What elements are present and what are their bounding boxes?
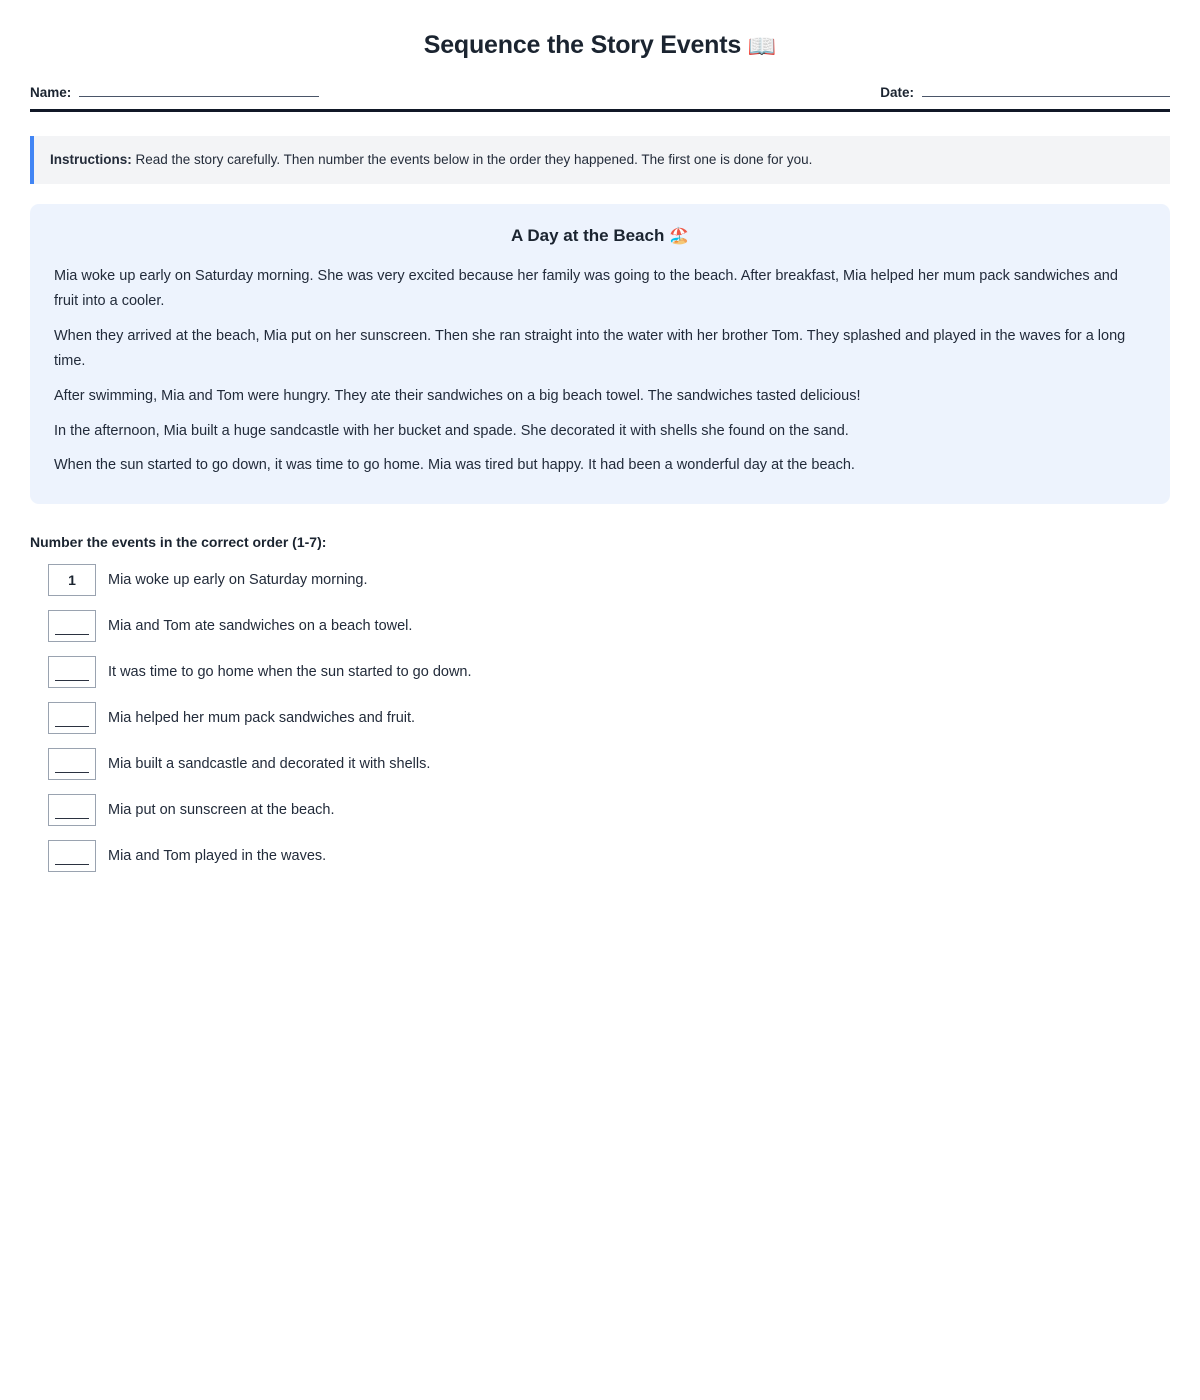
- list-item: [30, 748, 1170, 780]
- answer-box[interactable]: [48, 840, 96, 872]
- story-paragraph: When the sun started to go down, it was time to go home. Mia was tired but happy. It had been a wonderful day at the beach.: [54, 457, 855, 474]
- story-paragraph: After swimming, Mia and Tom were hungry. They ate their sandwiches on a big beach towel. The sandwiches tasted delicious!: [54, 387, 861, 404]
- answer-box[interactable]: [48, 748, 96, 780]
- story-paragraph: Mia woke up early on Saturday morning. She was very excited because her family was going to the beach. After breakfast, Mia helped her mum pack sandwiches and fruit into a cooler.: [54, 267, 1118, 309]
- list-item: [30, 564, 1170, 596]
- answer-box[interactable]: [48, 794, 96, 826]
- student-meta-row: [30, 83, 1170, 112]
- name-label: Name:: [30, 85, 72, 101]
- answer-box[interactable]: [48, 610, 96, 642]
- answers-prompt: Number the events in the correct order (1-7):: [30, 534, 327, 551]
- story-passage-box: [30, 204, 1170, 505]
- blank-rule: [55, 818, 89, 819]
- answer-box[interactable]: [48, 702, 96, 734]
- blank-rule: [55, 680, 89, 681]
- list-item: [30, 656, 1170, 688]
- page-title-text: Sequence the Story Events: [423, 31, 742, 59]
- blank-rule: [55, 726, 89, 727]
- instructions-label: Instructions:: [50, 152, 132, 168]
- list-item: [30, 794, 1170, 826]
- story-paragraph: When they arrived at the beach, Mia put on her sunscreen. Then she ran straight into the water with her brother Tom. They splashed and played in the waves for a long time.: [54, 327, 1126, 369]
- story-paragraph: In the afternoon, Mia built a huge sandcastle with her bucket and spade. She decorated it with shells she found on the sand.: [54, 422, 849, 439]
- answer-box[interactable]: [48, 656, 96, 688]
- date-input[interactable]: [922, 83, 1170, 97]
- events-list: [30, 564, 1170, 872]
- answer-box[interactable]: [48, 564, 96, 596]
- answer-value: 1: [68, 572, 76, 589]
- blank-rule: [55, 864, 89, 865]
- event-label: It was time to go home when the sun started to go down.: [108, 663, 472, 680]
- list-item: [30, 702, 1170, 734]
- event-label: Mia and Tom played in the waves.: [108, 847, 327, 864]
- blank-rule: [55, 772, 89, 773]
- beach-umbrella-icon: 🏖️: [669, 227, 690, 245]
- instructions-text: Read the story carefully. Then number the events below in the order they happened. The first one is done for you.: [131, 152, 813, 168]
- event-label: Mia put on sunscreen at the beach.: [108, 801, 335, 818]
- date-label: Date:: [880, 85, 914, 101]
- event-label: Mia built a sandcastle and decorated it with shells.: [108, 755, 431, 772]
- instructions-callout: [30, 136, 1170, 184]
- date-field-group: [880, 83, 1170, 100]
- page-title: [30, 30, 1170, 61]
- name-field-group: [30, 83, 319, 100]
- open-book-icon: 📖: [747, 33, 777, 59]
- list-item: [30, 610, 1170, 642]
- blank-rule: [55, 634, 89, 635]
- event-label: Mia woke up early on Saturday morning.: [108, 571, 368, 588]
- event-label: Mia helped her mum pack sandwiches and fruit.: [108, 709, 416, 726]
- event-label: Mia and Tom ate sandwiches on a beach towel.: [108, 617, 413, 634]
- name-input[interactable]: [79, 83, 319, 97]
- list-item: [30, 840, 1170, 872]
- story-title-text: A Day at the Beach: [510, 225, 665, 245]
- story-title: [54, 226, 1146, 246]
